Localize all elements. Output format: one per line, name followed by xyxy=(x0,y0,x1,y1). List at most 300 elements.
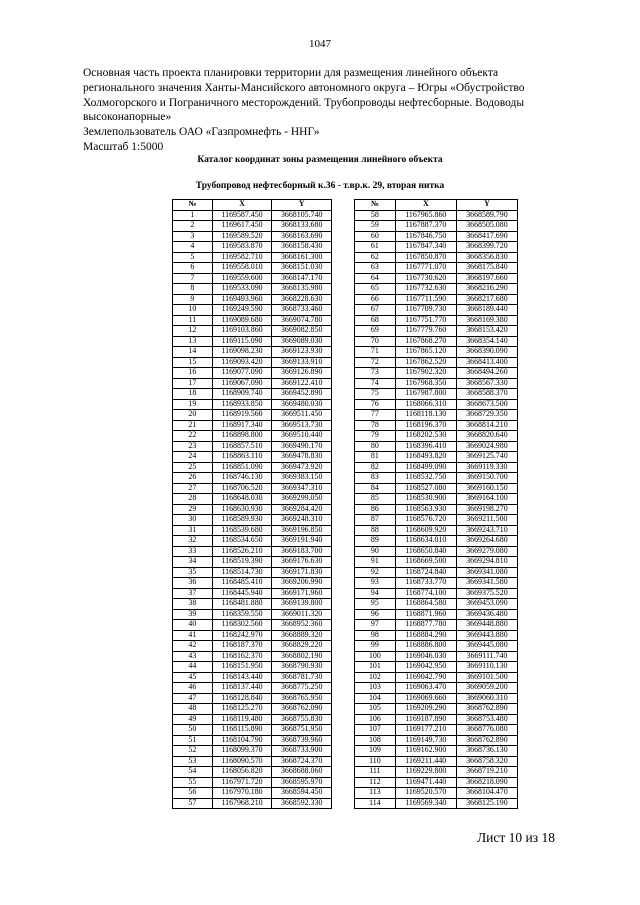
table-row xyxy=(173,620,332,631)
table-row xyxy=(355,767,518,778)
x-coordinate-cell: 1167847.340 xyxy=(395,242,456,253)
table-body-left xyxy=(173,210,332,809)
table-row xyxy=(173,515,332,526)
y-coordinate-cell: 3668567.330 xyxy=(456,378,517,389)
table-row xyxy=(355,714,518,725)
point-number-cell: 84 xyxy=(355,483,396,494)
y-coordinate-cell: 3668724.370 xyxy=(272,756,332,767)
table-row xyxy=(173,462,332,473)
y-coordinate-cell: 3669490.170 xyxy=(272,441,332,452)
table-row xyxy=(355,546,518,557)
x-coordinate-cell: 1168151.950 xyxy=(212,662,272,673)
table-row xyxy=(173,452,332,463)
y-coordinate-cell: 3668736.130 xyxy=(456,746,517,757)
x-coordinate-cell: 1167868.270 xyxy=(395,336,456,347)
y-coordinate-cell: 3668354.140 xyxy=(456,336,517,347)
point-number-cell: 64 xyxy=(355,273,396,284)
point-number-cell: 66 xyxy=(355,294,396,305)
point-number-cell: 67 xyxy=(355,305,396,316)
point-number-cell: 41 xyxy=(173,630,213,641)
point-number-cell: 23 xyxy=(173,441,213,452)
x-coordinate-cell: 1169115.090 xyxy=(212,336,272,347)
column-header-x: X xyxy=(212,200,272,211)
table-row xyxy=(355,420,518,431)
x-coordinate-cell: 1167751.770 xyxy=(395,315,456,326)
y-coordinate-cell: 3668161.300 xyxy=(272,252,332,263)
point-number-cell: 112 xyxy=(355,777,396,788)
point-number-cell: 49 xyxy=(173,714,213,725)
column-header-y: Y xyxy=(456,200,517,211)
x-coordinate-cell: 1169587.450 xyxy=(212,210,272,221)
land-user-line: Землепользователь ОАО «Газпромнефть - ННГ» xyxy=(83,126,320,139)
table-row xyxy=(355,798,518,809)
y-coordinate-cell: 3669375.520 xyxy=(456,588,517,599)
y-coordinate-cell: 3669196.850 xyxy=(272,525,332,536)
x-coordinate-cell: 1168532.750 xyxy=(395,473,456,484)
table-row xyxy=(355,746,518,757)
y-coordinate-cell: 3668217.680 xyxy=(456,294,517,305)
table-row xyxy=(355,557,518,568)
table-row xyxy=(173,788,332,799)
point-number-cell: 73 xyxy=(355,368,396,379)
point-number-cell: 44 xyxy=(173,662,213,673)
table-row xyxy=(173,746,332,757)
x-coordinate-cell: 1168056.820 xyxy=(212,767,272,778)
table-row xyxy=(355,210,518,221)
point-number-cell: 110 xyxy=(355,756,396,767)
table-row xyxy=(173,557,332,568)
point-number-cell: 86 xyxy=(355,504,396,515)
point-number-cell: 107 xyxy=(355,725,396,736)
header-line: Холмогорского и Пограничного месторождений. Трубопроводы нефтесборные. Водоводы xyxy=(83,96,525,109)
point-number-cell: 106 xyxy=(355,714,396,725)
x-coordinate-cell: 1168527.080 xyxy=(395,483,456,494)
point-number-cell: 48 xyxy=(173,704,213,715)
y-coordinate-cell: 3668197.660 xyxy=(456,273,517,284)
table-row xyxy=(173,252,332,263)
point-number-cell: 32 xyxy=(173,536,213,547)
table-row xyxy=(355,305,518,316)
point-number-cell: 113 xyxy=(355,788,396,799)
x-coordinate-cell: 1168589.930 xyxy=(212,515,272,526)
x-coordinate-cell: 1168774.100 xyxy=(395,588,456,599)
y-coordinate-cell: 3669119.330 xyxy=(456,462,517,473)
table-row xyxy=(355,431,518,442)
point-number-cell: 72 xyxy=(355,357,396,368)
x-coordinate-cell: 1168162.370 xyxy=(212,651,272,662)
x-coordinate-cell: 1168519.390 xyxy=(212,557,272,568)
x-coordinate-cell: 1168066.310 xyxy=(395,399,456,410)
y-coordinate-cell: 3669125.740 xyxy=(456,452,517,463)
y-coordinate-cell: 3668719.210 xyxy=(456,767,517,778)
x-coordinate-cell: 1167987.800 xyxy=(395,389,456,400)
y-coordinate-cell: 3669164.100 xyxy=(456,494,517,505)
x-coordinate-cell: 1167862.520 xyxy=(395,357,456,368)
x-coordinate-cell: 1169077.090 xyxy=(212,368,272,379)
y-coordinate-cell: 3669248.310 xyxy=(272,515,332,526)
x-coordinate-cell: 1169617.450 xyxy=(212,221,272,232)
y-coordinate-cell: 3669082.850 xyxy=(272,326,332,337)
x-coordinate-cell: 1169249.590 xyxy=(212,305,272,316)
x-coordinate-cell: 1168877.780 xyxy=(395,620,456,631)
table-body-right xyxy=(355,210,518,809)
y-coordinate-cell: 3668151.030 xyxy=(272,263,332,274)
y-coordinate-cell: 3669074.780 xyxy=(272,315,332,326)
y-coordinate-cell: 3668356.830 xyxy=(456,252,517,263)
column-header-number: № xyxy=(355,200,396,211)
point-number-cell: 93 xyxy=(355,578,396,589)
table-row xyxy=(173,578,332,589)
y-coordinate-cell: 3668417.690 xyxy=(456,231,517,242)
point-number-cell: 58 xyxy=(355,210,396,221)
table-row xyxy=(173,431,332,442)
y-coordinate-cell: 3669111.740 xyxy=(456,651,517,662)
y-coordinate-cell: 3668733.460 xyxy=(272,305,332,316)
y-coordinate-cell: 3669347.310 xyxy=(272,483,332,494)
x-coordinate-cell: 1168302.560 xyxy=(212,620,272,631)
point-number-cell: 63 xyxy=(355,263,396,274)
table-row xyxy=(355,452,518,463)
x-coordinate-cell: 1167970.180 xyxy=(212,788,272,799)
point-number-cell: 56 xyxy=(173,788,213,799)
y-coordinate-cell: 3669176.630 xyxy=(272,557,332,568)
point-number-cell: 96 xyxy=(355,609,396,620)
point-number-cell: 75 xyxy=(355,389,396,400)
point-number-cell: 76 xyxy=(355,399,396,410)
table-row xyxy=(355,357,518,368)
table-row xyxy=(355,725,518,736)
table-row xyxy=(173,525,332,536)
table-row xyxy=(355,620,518,631)
point-number-cell: 80 xyxy=(355,441,396,452)
y-coordinate-cell: 3668755.830 xyxy=(272,714,332,725)
y-coordinate-cell: 3669478.830 xyxy=(272,452,332,463)
x-coordinate-cell: 1168090.570 xyxy=(212,756,272,767)
y-coordinate-cell: 3669436.480 xyxy=(456,609,517,620)
x-coordinate-cell: 1169520.570 xyxy=(395,788,456,799)
x-coordinate-cell: 1169558.010 xyxy=(212,263,272,274)
x-coordinate-cell: 1168563.930 xyxy=(395,504,456,515)
table-row xyxy=(173,399,332,410)
point-number-cell: 50 xyxy=(173,725,213,736)
y-coordinate-cell: 3669453.090 xyxy=(456,599,517,610)
y-coordinate-cell: 3668739.960 xyxy=(272,735,332,746)
y-coordinate-cell: 3669480.030 xyxy=(272,399,332,410)
x-coordinate-cell: 1168534.650 xyxy=(212,536,272,547)
x-coordinate-cell: 1168871.960 xyxy=(395,609,456,620)
table-row xyxy=(355,504,518,515)
table-row xyxy=(355,609,518,620)
y-coordinate-cell: 3668216.290 xyxy=(456,284,517,295)
y-coordinate-cell: 3668751.950 xyxy=(272,725,332,736)
x-coordinate-cell: 1168909.740 xyxy=(212,389,272,400)
x-coordinate-cell: 1169177.210 xyxy=(395,725,456,736)
table-row xyxy=(355,410,518,421)
table-row xyxy=(173,210,332,221)
table-row xyxy=(173,714,332,725)
table-row xyxy=(355,326,518,337)
point-number-cell: 97 xyxy=(355,620,396,631)
table-row xyxy=(173,777,332,788)
x-coordinate-cell: 1168485.410 xyxy=(212,578,272,589)
x-coordinate-cell: 1168919.560 xyxy=(212,410,272,421)
point-number-cell: 3 xyxy=(173,231,213,242)
point-number-cell: 53 xyxy=(173,756,213,767)
x-coordinate-cell: 1169042.950 xyxy=(395,662,456,673)
table-row xyxy=(355,578,518,589)
point-number-cell: 88 xyxy=(355,525,396,536)
table-row xyxy=(355,441,518,452)
table-row xyxy=(355,630,518,641)
table-row xyxy=(355,263,518,274)
table-row xyxy=(173,641,332,652)
table-row xyxy=(355,294,518,305)
y-coordinate-cell: 3669513.730 xyxy=(272,420,332,431)
column-header-x: X xyxy=(395,200,456,211)
x-coordinate-cell: 1169067.090 xyxy=(212,378,272,389)
x-coordinate-cell: 1168851.090 xyxy=(212,462,272,473)
y-coordinate-cell: 3669101.500 xyxy=(456,672,517,683)
y-coordinate-cell: 3669160.150 xyxy=(456,483,517,494)
table-row xyxy=(173,441,332,452)
point-number-cell: 42 xyxy=(173,641,213,652)
table-row xyxy=(355,704,518,715)
y-coordinate-cell: 3668889.320 xyxy=(272,630,332,641)
x-coordinate-cell: 1167711.590 xyxy=(395,294,456,305)
y-coordinate-cell: 3668228.630 xyxy=(272,294,332,305)
point-number-cell: 103 xyxy=(355,683,396,694)
table-row xyxy=(173,662,332,673)
point-number-cell: 61 xyxy=(355,242,396,253)
x-coordinate-cell: 1169149.730 xyxy=(395,735,456,746)
point-number-cell: 20 xyxy=(173,410,213,421)
y-coordinate-cell: 3668135.980 xyxy=(272,284,332,295)
table-row xyxy=(173,294,332,305)
point-number-cell: 101 xyxy=(355,662,396,673)
x-coordinate-cell: 1167846.750 xyxy=(395,231,456,242)
y-coordinate-cell: 3668169.380 xyxy=(456,315,517,326)
y-coordinate-cell: 3669139.800 xyxy=(272,599,332,610)
point-number-cell: 33 xyxy=(173,546,213,557)
table-row xyxy=(355,525,518,536)
x-coordinate-cell: 1168128.840 xyxy=(212,693,272,704)
y-coordinate-cell: 3668163.690 xyxy=(272,231,332,242)
table-row xyxy=(173,725,332,736)
table-row xyxy=(173,221,332,232)
y-coordinate-cell: 3668218.090 xyxy=(456,777,517,788)
x-coordinate-cell: 1168898.800 xyxy=(212,431,272,442)
table-row xyxy=(355,788,518,799)
x-coordinate-cell: 1168857.510 xyxy=(212,441,272,452)
table-row xyxy=(355,651,518,662)
x-coordinate-cell: 1168863.110 xyxy=(212,452,272,463)
point-number-cell: 85 xyxy=(355,494,396,505)
table-row xyxy=(355,494,518,505)
table-row xyxy=(173,630,332,641)
y-coordinate-cell: 3669206.990 xyxy=(272,578,332,589)
table-row xyxy=(173,420,332,431)
y-coordinate-cell: 3669383.150 xyxy=(272,473,332,484)
table-row xyxy=(355,777,518,788)
y-coordinate-cell: 3668147.170 xyxy=(272,273,332,284)
y-coordinate-cell: 3668820.640 xyxy=(456,431,517,442)
y-coordinate-cell: 3669443.880 xyxy=(456,630,517,641)
y-coordinate-cell: 3668175.840 xyxy=(456,263,517,274)
table-row xyxy=(355,672,518,683)
point-number-cell: 108 xyxy=(355,735,396,746)
y-coordinate-cell: 3669299.050 xyxy=(272,494,332,505)
point-number-cell: 17 xyxy=(173,378,213,389)
point-number-cell: 47 xyxy=(173,693,213,704)
catalog-title: Каталог координат зоны размещения линейного объекта xyxy=(197,155,443,165)
table-row xyxy=(355,473,518,484)
column-header-y: Y xyxy=(272,200,332,211)
x-coordinate-cell: 1168143.440 xyxy=(212,672,272,683)
point-number-cell: 78 xyxy=(355,420,396,431)
y-coordinate-cell: 3668762.890 xyxy=(456,704,517,715)
y-coordinate-cell: 3668952.360 xyxy=(272,620,332,631)
coordinates-table-right xyxy=(354,199,518,809)
x-coordinate-cell: 1169093.420 xyxy=(212,357,272,368)
point-number-cell: 29 xyxy=(173,504,213,515)
table-row xyxy=(173,473,332,484)
x-coordinate-cell: 1168576.720 xyxy=(395,515,456,526)
point-number-cell: 87 xyxy=(355,515,396,526)
x-coordinate-cell: 1168099.370 xyxy=(212,746,272,757)
x-coordinate-cell: 1168706.520 xyxy=(212,483,272,494)
y-coordinate-cell: 3668589.790 xyxy=(456,210,517,221)
y-coordinate-cell: 3668595.970 xyxy=(272,777,332,788)
y-coordinate-cell: 3668814.210 xyxy=(456,420,517,431)
x-coordinate-cell: 1168884.290 xyxy=(395,630,456,641)
y-coordinate-cell: 3668413.400 xyxy=(456,357,517,368)
y-coordinate-cell: 3669243.710 xyxy=(456,525,517,536)
table-row xyxy=(355,221,518,232)
table-row xyxy=(355,252,518,263)
point-number-cell: 27 xyxy=(173,483,213,494)
table-row xyxy=(355,567,518,578)
x-coordinate-cell: 1168202.530 xyxy=(395,431,456,442)
table-row xyxy=(173,284,332,295)
y-coordinate-cell: 3669133.910 xyxy=(272,357,332,368)
x-coordinate-cell: 1169103.860 xyxy=(212,326,272,337)
x-coordinate-cell: 1169471.440 xyxy=(395,777,456,788)
x-coordinate-cell: 1168669.500 xyxy=(395,557,456,568)
y-coordinate-cell: 3669060.310 xyxy=(456,693,517,704)
x-coordinate-cell: 1169589.520 xyxy=(212,231,272,242)
point-number-cell: 62 xyxy=(355,252,396,263)
pipeline-title: Трубопровод нефтесборный к.36 - т.вр.к. 29, вторая нитка xyxy=(195,181,445,191)
x-coordinate-cell: 1169559.600 xyxy=(212,273,272,284)
table-row xyxy=(173,347,332,358)
table-row xyxy=(355,483,518,494)
point-number-cell: 54 xyxy=(173,767,213,778)
x-coordinate-cell: 1168864.580 xyxy=(395,599,456,610)
point-number-cell: 11 xyxy=(173,315,213,326)
x-coordinate-cell: 1169069.660 xyxy=(395,693,456,704)
x-coordinate-cell: 1167887.370 xyxy=(395,221,456,232)
point-number-cell: 14 xyxy=(173,347,213,358)
point-number-cell: 13 xyxy=(173,336,213,347)
table-row xyxy=(355,347,518,358)
y-coordinate-cell: 3668753.480 xyxy=(456,714,517,725)
point-number-cell: 57 xyxy=(173,798,213,809)
y-coordinate-cell: 3669341.580 xyxy=(456,578,517,589)
point-number-cell: 38 xyxy=(173,599,213,610)
x-coordinate-cell: 1167779.760 xyxy=(395,326,456,337)
header-line: Основная часть проекта планировки территории для размещения линейного объекта xyxy=(83,67,499,79)
point-number-cell: 74 xyxy=(355,378,396,389)
point-number-cell: 98 xyxy=(355,630,396,641)
table-row xyxy=(173,704,332,715)
y-coordinate-cell: 3669122.410 xyxy=(272,378,332,389)
x-coordinate-cell: 1168481.880 xyxy=(212,599,272,610)
y-coordinate-cell: 3669183.700 xyxy=(272,546,332,557)
y-coordinate-cell: 3669211.500 xyxy=(456,515,517,526)
y-coordinate-cell: 3668153.420 xyxy=(456,326,517,337)
y-coordinate-cell: 3669171.830 xyxy=(272,567,332,578)
point-number-cell: 15 xyxy=(173,357,213,368)
x-coordinate-cell: 1168196.370 xyxy=(395,420,456,431)
table-row xyxy=(173,504,332,515)
y-coordinate-cell: 3669089.030 xyxy=(272,336,332,347)
x-coordinate-cell: 1169583.870 xyxy=(212,242,272,253)
page-number: 1047 xyxy=(309,38,331,50)
y-coordinate-cell: 3668158.430 xyxy=(272,242,332,253)
table-row xyxy=(173,599,332,610)
y-coordinate-cell: 3669110.130 xyxy=(456,662,517,673)
point-number-cell: 21 xyxy=(173,420,213,431)
y-coordinate-cell: 3668733.900 xyxy=(272,746,332,757)
table-row xyxy=(355,683,518,694)
y-coordinate-cell: 3668762.090 xyxy=(272,704,332,715)
point-number-cell: 70 xyxy=(355,336,396,347)
point-number-cell: 9 xyxy=(173,294,213,305)
point-number-cell: 52 xyxy=(173,746,213,757)
y-coordinate-cell: 3668399.720 xyxy=(456,242,517,253)
y-coordinate-cell: 3668390.090 xyxy=(456,347,517,358)
table-row xyxy=(173,651,332,662)
x-coordinate-cell: 1169569.340 xyxy=(395,798,456,809)
x-coordinate-cell: 1169098.230 xyxy=(212,347,272,358)
y-coordinate-cell: 3668765.950 xyxy=(272,693,332,704)
y-coordinate-cell: 3669150.700 xyxy=(456,473,517,484)
point-number-cell: 18 xyxy=(173,389,213,400)
x-coordinate-cell: 1168530.900 xyxy=(395,494,456,505)
table-row xyxy=(355,735,518,746)
x-coordinate-cell: 1168733.770 xyxy=(395,578,456,589)
y-coordinate-cell: 3669198.270 xyxy=(456,504,517,515)
table-row xyxy=(355,462,518,473)
y-coordinate-cell: 3668104.470 xyxy=(456,788,517,799)
x-coordinate-cell: 1167730.620 xyxy=(395,273,456,284)
point-number-cell: 31 xyxy=(173,525,213,536)
table-row xyxy=(355,693,518,704)
document-header xyxy=(83,66,553,155)
point-number-cell: 7 xyxy=(173,273,213,284)
x-coordinate-cell: 1169089.680 xyxy=(212,315,272,326)
table-row xyxy=(355,399,518,410)
x-coordinate-cell: 1168724.840 xyxy=(395,567,456,578)
point-number-cell: 83 xyxy=(355,473,396,484)
table-row xyxy=(355,368,518,379)
table-row xyxy=(355,662,518,673)
point-number-cell: 16 xyxy=(173,368,213,379)
x-coordinate-cell: 1168917.340 xyxy=(212,420,272,431)
point-number-cell: 22 xyxy=(173,431,213,442)
table-header-row xyxy=(355,200,518,211)
point-number-cell: 105 xyxy=(355,704,396,715)
